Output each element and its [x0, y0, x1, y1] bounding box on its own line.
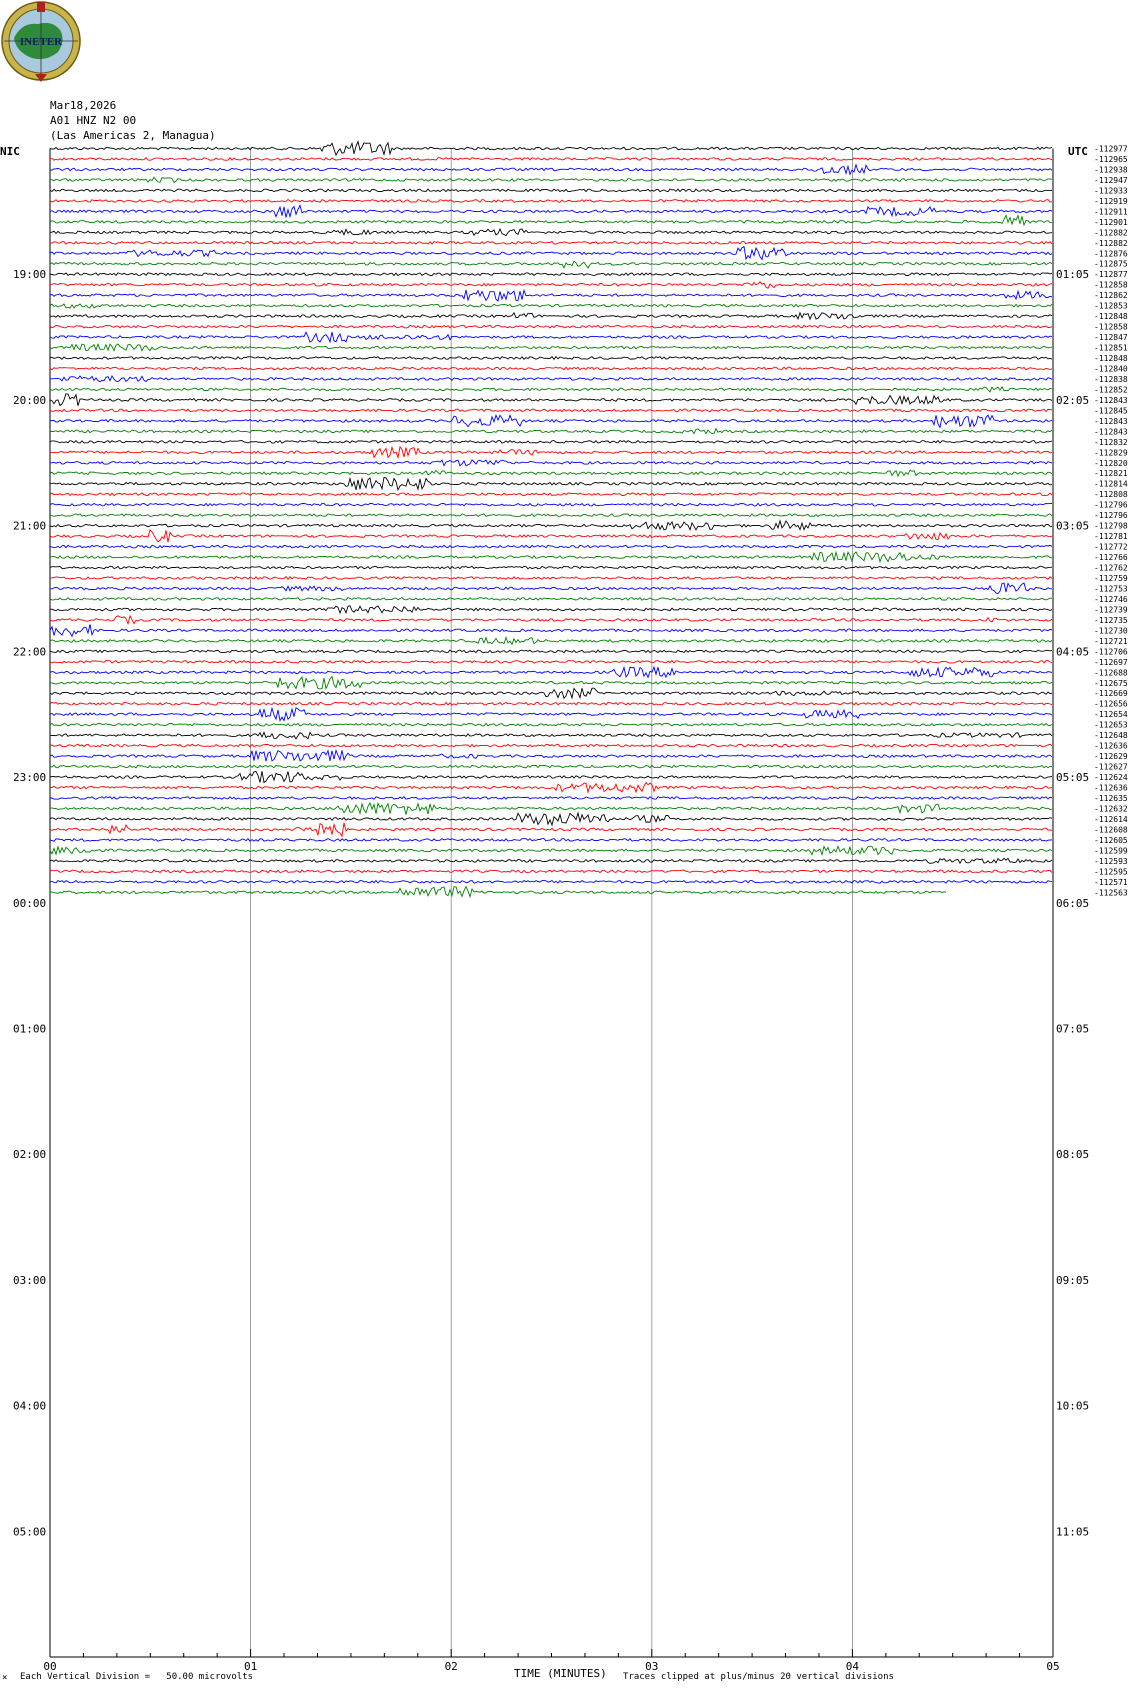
trace-line-13: [50, 282, 1052, 289]
left-time-label: 20:00: [13, 393, 47, 407]
trace-offset-label: -112753: [1094, 584, 1128, 594]
trace-offset-label: -112947: [1094, 175, 1128, 185]
trace-line-35: [50, 514, 1052, 517]
trace-offset-label: -112843: [1094, 416, 1128, 426]
trace-offset-label: -112901: [1094, 217, 1128, 227]
trace-line-55: [50, 723, 1052, 726]
trace-line-58: [50, 750, 1052, 761]
trace-offset-label: -112798: [1094, 521, 1128, 531]
x-tick-label: 04: [845, 1660, 860, 1673]
trace-line-30: [50, 460, 1052, 466]
trace-line-59: [50, 765, 1052, 768]
trace-line-63: [50, 803, 1052, 815]
trace-offset-label: -112911: [1094, 207, 1128, 217]
trace-line-47: [50, 638, 1052, 645]
trace-offset-label: -112772: [1094, 542, 1128, 552]
trace-offset-label: -112821: [1094, 469, 1128, 479]
right-time-label: 04:05: [1056, 645, 1090, 659]
trace-offset-label: -112675: [1094, 678, 1128, 688]
trace-offset-label: -112571: [1094, 877, 1128, 887]
corner-marker: ×: [2, 1673, 8, 1683]
trace-offset-label: -112614: [1094, 814, 1128, 824]
trace-line-27: [50, 429, 1052, 434]
right-time-label: 01:05: [1056, 268, 1090, 282]
trace-line-37: [50, 530, 1052, 542]
trace-offset-label: -112875: [1094, 259, 1128, 269]
trace-line-42: [50, 583, 1052, 594]
trace-offset-label: -112706: [1094, 647, 1128, 657]
left-time-label: 05:00: [13, 1525, 47, 1539]
trace-line-66: [50, 839, 1052, 842]
trace-offset-labels: [1094, 145, 1128, 898]
left-time-label: 02:00: [13, 1148, 47, 1162]
left-time-label: 04:00: [13, 1399, 47, 1413]
trace-line-15: [50, 304, 1052, 308]
left-time-label: 03:00: [13, 1273, 47, 1287]
trace-offset-label: -112632: [1094, 804, 1128, 814]
left-time-label: 00:00: [13, 896, 47, 910]
clip-note: Traces clipped at plus/minus 20 vertical divisions: [623, 1672, 894, 1682]
trace-line-44: [50, 606, 1052, 613]
trace-line-12: [50, 273, 1052, 276]
trace-offset-label: -112840: [1094, 364, 1128, 374]
trace-line-38: [50, 545, 1052, 548]
trace-line-68: [50, 858, 1052, 863]
trace-offset-label: -112656: [1094, 699, 1128, 709]
right-time-label: 03:05: [1056, 519, 1090, 533]
trace-offset-label: -112739: [1094, 605, 1128, 615]
trace-offset-label: -112730: [1094, 626, 1128, 636]
seismic-traces: [50, 142, 1052, 897]
trace-offset-label: -112814: [1094, 479, 1128, 489]
trace-offset-label: -112721: [1094, 636, 1128, 646]
trace-offset-label: -112697: [1094, 657, 1128, 667]
trace-line-28: [50, 441, 1052, 444]
trace-line-49: [50, 661, 1052, 664]
trace-offset-label: -112848: [1094, 312, 1128, 322]
right-time-label: 02:05: [1056, 393, 1090, 407]
left-time-label: 01:00: [13, 1022, 47, 1036]
minute-grid: [50, 149, 1053, 1658]
trace-line-26: [50, 415, 1052, 427]
trace-line-46: [50, 624, 1052, 636]
trace-offset-label: -112796: [1094, 500, 1128, 510]
trace-offset-label: -112933: [1094, 186, 1128, 196]
left-time-label: 22:00: [13, 645, 47, 659]
trace-offset-label: -112858: [1094, 322, 1128, 332]
trace-line-41: [50, 577, 1052, 580]
right-zone-label: UTC: [1068, 145, 1088, 158]
trace-line-45: [50, 616, 1052, 624]
trace-offset-label: -112848: [1094, 354, 1128, 364]
trace-line-2: [50, 165, 1052, 175]
trace-line-22: [50, 376, 1052, 382]
right-time-label: 10:05: [1056, 1399, 1090, 1413]
trace-offset-label: -112843: [1094, 427, 1128, 437]
trace-offset-label: -112882: [1094, 228, 1128, 238]
trace-line-0: [50, 142, 1052, 156]
x-tick-label: 00: [43, 1660, 57, 1673]
trace-offset-label: -112595: [1094, 867, 1128, 877]
trace-offset-label: -112766: [1094, 553, 1128, 563]
left-zone-label: NIC: [0, 145, 20, 158]
trace-offset-label: -112636: [1094, 783, 1128, 793]
trace-line-14: [50, 290, 1052, 301]
trace-line-11: [50, 261, 1052, 268]
trace-offset-label: -112608: [1094, 825, 1128, 835]
trace-line-32: [50, 477, 1052, 490]
trace-line-52: [50, 688, 1052, 698]
trace-offset-label: -112605: [1094, 835, 1128, 845]
trace-offset-label: -112759: [1094, 574, 1128, 584]
trace-line-19: [50, 344, 1052, 351]
trace-offset-label: -112762: [1094, 563, 1128, 573]
logo-text: INETER: [19, 36, 63, 48]
trace-offset-label: -112648: [1094, 731, 1128, 741]
trace-offset-label: -112593: [1094, 856, 1128, 866]
scale-note: Each Vertical Division = 50.00 microvolts: [20, 1672, 253, 1682]
trace-offset-label: -112796: [1094, 511, 1128, 521]
trace-line-29: [50, 447, 1052, 458]
trace-offset-label: -112627: [1094, 762, 1128, 772]
trace-offset-label: -112636: [1094, 741, 1128, 751]
right-time-label: 05:05: [1056, 771, 1090, 785]
channel-label: A01 HNZ N2 00: [50, 114, 137, 127]
trace-offset-label: -112851: [1094, 343, 1128, 353]
trace-offset-label: -112746: [1094, 594, 1128, 604]
trace-line-50: [50, 667, 1052, 677]
trace-line-8: [50, 229, 1052, 236]
trace-line-5: [50, 200, 1052, 203]
trace-offset-label: -112629: [1094, 752, 1128, 762]
trace-offset-label: -112735: [1094, 615, 1128, 625]
trace-line-61: [50, 783, 1052, 793]
trace-line-60: [50, 771, 1052, 782]
trace-line-51: [50, 677, 1052, 689]
trace-offset-label: -112862: [1094, 291, 1128, 301]
trace-line-23: [50, 387, 1052, 392]
trace-line-33: [50, 493, 1052, 496]
station-location-label: (Las Americas 2, Managua): [50, 129, 216, 142]
trace-offset-label: -112635: [1094, 793, 1128, 803]
trace-line-3: [50, 177, 1052, 182]
trace-offset-label: -112882: [1094, 238, 1128, 248]
right-time-label: 08:05: [1056, 1148, 1090, 1162]
trace-offset-label: -112688: [1094, 668, 1128, 678]
trace-line-25: [50, 409, 1052, 412]
x-tick-label: 02: [444, 1660, 458, 1673]
trace-line-62: [50, 797, 1052, 800]
trace-offset-label: -112847: [1094, 333, 1128, 343]
left-time-label: 19:00: [13, 268, 47, 282]
trace-offset-label: -112877: [1094, 270, 1128, 280]
trace-line-40: [50, 566, 1052, 569]
x-tick-label: 05: [1046, 1660, 1060, 1673]
trace-line-34: [50, 503, 1052, 506]
trace-offset-label: -112965: [1094, 154, 1128, 164]
right-time-label: 06:05: [1056, 896, 1090, 910]
trace-offset-label: -112653: [1094, 720, 1128, 730]
trace-line-10: [50, 247, 1052, 260]
trace-line-9: [50, 242, 1052, 245]
x-tick-label: 03: [645, 1660, 659, 1673]
trace-line-16: [50, 313, 1052, 319]
trace-line-67: [50, 846, 1052, 855]
trace-line-57: [50, 744, 1052, 747]
trace-offset-label: -112938: [1094, 165, 1128, 175]
trace-line-39: [50, 552, 1052, 562]
trace-offset-label: -112843: [1094, 395, 1128, 405]
right-time-label: 09:05: [1056, 1273, 1090, 1287]
trace-line-31: [50, 470, 1052, 476]
trace-offset-label: -112919: [1094, 196, 1128, 206]
trace-line-70: [50, 881, 1052, 884]
trace-line-71: [50, 887, 946, 897]
trace-line-64: [50, 813, 1052, 825]
left-time-label: 23:00: [13, 771, 47, 785]
trace-offset-label: -112829: [1094, 448, 1128, 458]
time-labels: [13, 268, 1089, 1538]
trace-line-6: [50, 205, 1052, 217]
trace-line-7: [50, 215, 1052, 225]
trace-line-56: [50, 732, 1052, 739]
right-time-label: 07:05: [1056, 1022, 1090, 1036]
trace-offset-label: -112624: [1094, 773, 1128, 783]
x-axis-title: TIME (MINUTES): [514, 1667, 607, 1680]
trace-line-54: [50, 708, 1052, 721]
trace-line-24: [50, 394, 1052, 406]
trace-line-43: [50, 598, 1052, 601]
trace-line-17: [50, 325, 1052, 328]
trace-offset-label: -112876: [1094, 249, 1128, 259]
trace-offset-label: -112563: [1094, 888, 1128, 898]
trace-offset-label: -112781: [1094, 532, 1128, 542]
right-time-label: 11:05: [1056, 1525, 1090, 1539]
trace-line-1: [50, 158, 1052, 161]
trace-line-65: [50, 823, 1052, 837]
trace-offset-label: -112654: [1094, 710, 1128, 720]
trace-line-53: [50, 702, 1052, 705]
trace-offset-label: -112808: [1094, 490, 1128, 500]
trace-offset-label: -112838: [1094, 374, 1128, 384]
trace-line-20: [50, 357, 1052, 360]
trace-offset-label: -112820: [1094, 458, 1128, 468]
trace-offset-label: -112832: [1094, 437, 1128, 447]
date-label: Mar18,2026: [50, 99, 117, 112]
trace-offset-label: -112853: [1094, 301, 1128, 311]
trace-offset-label: -112669: [1094, 689, 1128, 699]
trace-line-48: [50, 650, 1052, 653]
trace-offset-label: -112977: [1094, 144, 1128, 154]
trace-line-69: [50, 870, 1052, 873]
trace-line-36: [50, 521, 1052, 530]
trace-line-21: [50, 367, 1052, 370]
trace-offset-label: -112845: [1094, 406, 1128, 416]
trace-line-4: [50, 189, 1052, 192]
x-tick-label: 01: [243, 1660, 258, 1673]
left-time-label: 21:00: [13, 519, 47, 533]
trace-offset-label: -112858: [1094, 280, 1128, 290]
trace-line-18: [50, 332, 1052, 342]
trace-offset-label: -112852: [1094, 385, 1128, 395]
trace-offset-label: -112599: [1094, 846, 1128, 856]
